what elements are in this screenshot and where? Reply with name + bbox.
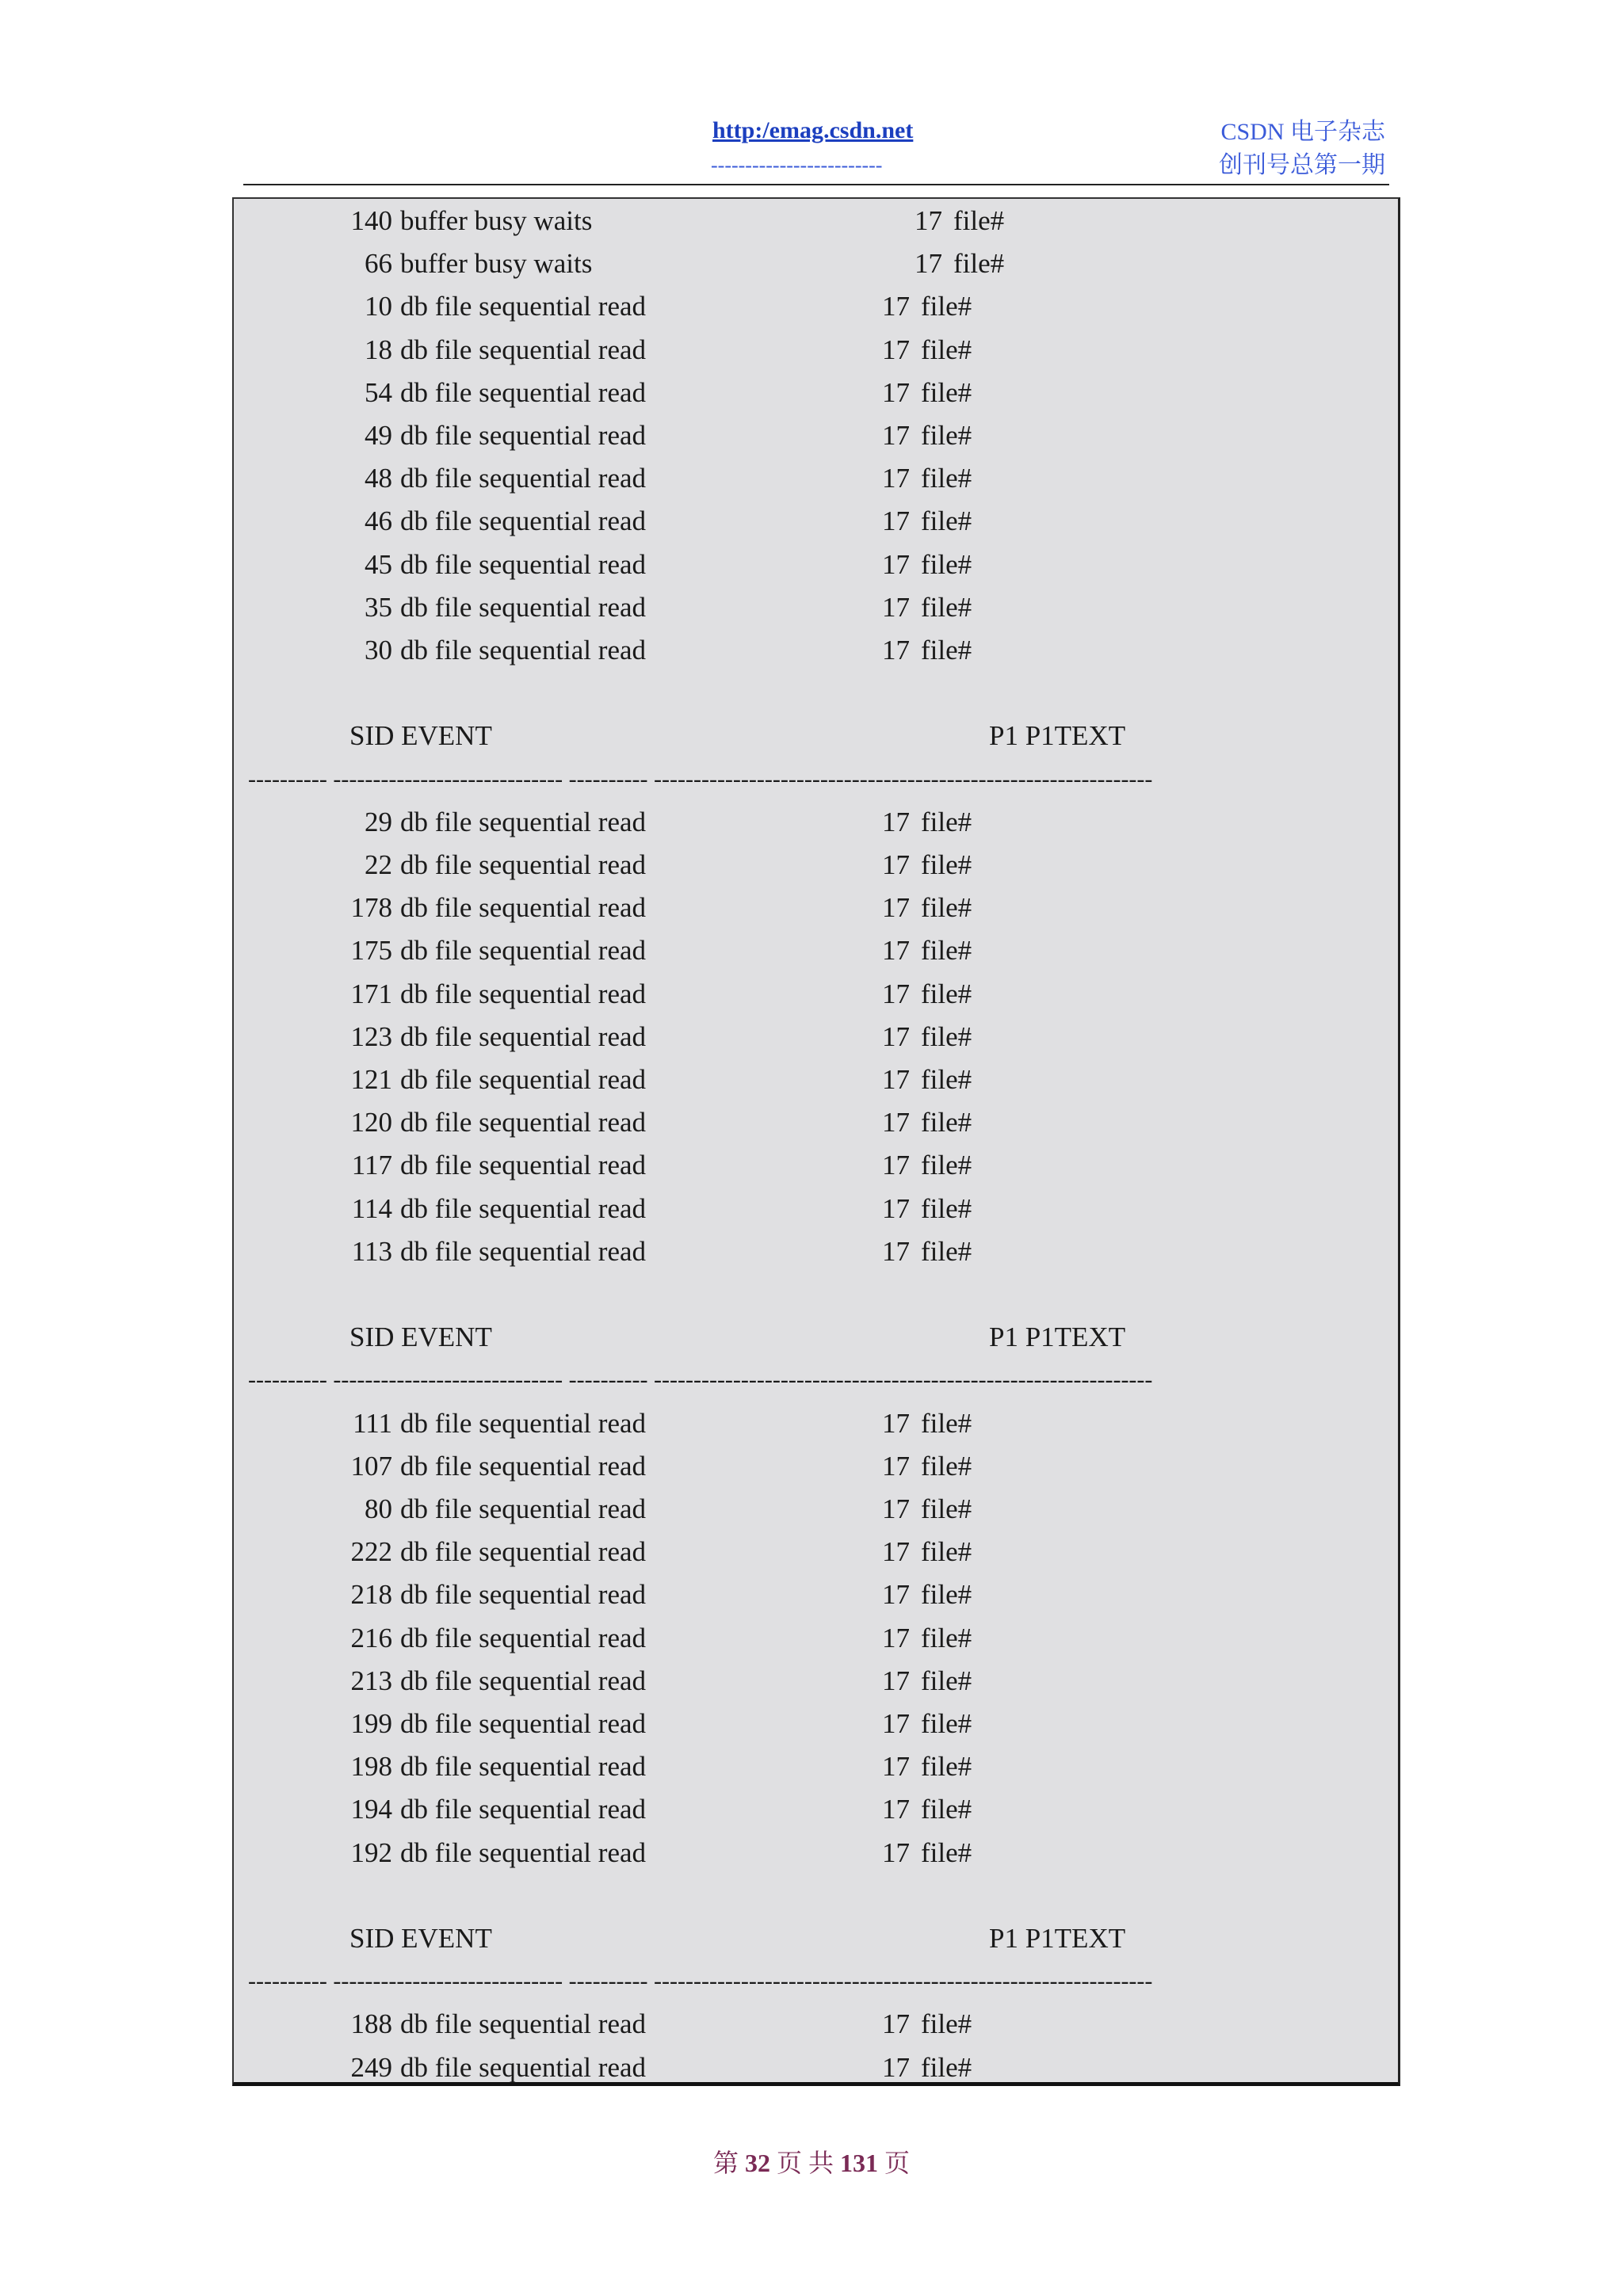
- row-p1: 17: [915, 205, 942, 236]
- magazine-name: CSDN 电子杂志: [1220, 119, 1385, 145]
- footer-suffix: 页: [884, 2149, 911, 2177]
- row-p1: 17: [882, 1665, 910, 1696]
- row-p1: 17: [882, 1020, 910, 1052]
- row-p1text: file#: [921, 1836, 972, 1868]
- row-sid: 48: [365, 463, 392, 494]
- row-event: db file sequential read: [400, 1579, 647, 1611]
- row-event: db file sequential read: [400, 1064, 647, 1095]
- row-p1: 17: [882, 1622, 910, 1653]
- row-sid: 175: [350, 935, 392, 967]
- footer-middle: 页 共: [776, 2149, 834, 2177]
- row-p1text: file#: [921, 376, 972, 408]
- footer-prefix: 第: [712, 2149, 739, 2177]
- row-p1text: file#: [921, 505, 972, 537]
- row-p1: 17: [882, 1235, 910, 1267]
- row-p1text: file#: [921, 463, 972, 494]
- row-p1: 17: [882, 2008, 910, 2040]
- row-sid: 54: [365, 376, 392, 408]
- row-p1text: file#: [921, 1020, 972, 1052]
- row-p1: 17: [882, 2051, 910, 2083]
- row-event: db file sequential read: [400, 1192, 647, 1224]
- row-sid: 111: [353, 1407, 392, 1439]
- row-p1: 17: [882, 291, 910, 322]
- row-event: buffer busy waits: [400, 248, 593, 280]
- row-sid: 49: [365, 420, 392, 451]
- row-p1: 17: [882, 591, 910, 623]
- row-sid: 188: [350, 2008, 392, 2040]
- row-p1text: file#: [921, 1064, 972, 1095]
- row-p1text: file#: [921, 1794, 972, 1825]
- row-event: db file sequential read: [400, 806, 647, 837]
- footer-page-number: 32: [744, 2149, 770, 2177]
- row-p1text: file#: [921, 1751, 972, 1783]
- row-sid: 198: [350, 1751, 392, 1783]
- row-p1text: file#: [921, 2008, 972, 2040]
- row-sid: 178: [350, 892, 392, 924]
- row-event: db file sequential read: [400, 1794, 647, 1825]
- row-p1: 17: [882, 334, 910, 365]
- row-p1text: file#: [921, 334, 972, 365]
- row-p1text: file#: [921, 635, 972, 666]
- row-p1text: file#: [921, 1493, 972, 1524]
- footer-total-pages: 131: [840, 2149, 878, 2177]
- row-sid: 114: [351, 1192, 392, 1224]
- row-p1text: file#: [953, 205, 1005, 236]
- row-p1text: file#: [921, 1192, 972, 1224]
- row-p1text: file#: [921, 849, 972, 880]
- row-p1text: file#: [921, 1407, 972, 1439]
- row-sid: 218: [350, 1579, 392, 1611]
- row-sid: 216: [350, 1622, 392, 1653]
- row-sid: 199: [350, 1708, 392, 1739]
- row-p1: 17: [882, 420, 910, 451]
- row-sid: 121: [350, 1064, 392, 1095]
- row-sid: 117: [351, 1150, 392, 1181]
- row-event: db file sequential read: [400, 334, 647, 365]
- row-p1: 17: [882, 935, 910, 967]
- row-p1text: file#: [921, 2051, 972, 2083]
- row-event: db file sequential read: [400, 1450, 647, 1482]
- row-event: db file sequential read: [400, 849, 647, 880]
- column-header-left: SID EVENT: [349, 720, 492, 752]
- row-p1: 17: [882, 1192, 910, 1224]
- row-p1: 17: [882, 1579, 910, 1611]
- row-p1: 17: [882, 548, 910, 580]
- row-p1: 17: [882, 1450, 910, 1482]
- row-p1text: file#: [921, 291, 972, 322]
- row-event: db file sequential read: [400, 892, 647, 924]
- row-event: db file sequential read: [400, 1708, 647, 1739]
- row-event: db file sequential read: [400, 1493, 647, 1524]
- row-p1: 17: [882, 806, 910, 837]
- header-url-link[interactable]: http:/emag.csdn.net: [712, 117, 914, 143]
- row-p1: 17: [882, 635, 910, 666]
- row-sid: 22: [365, 849, 392, 880]
- row-p1: 17: [882, 1493, 910, 1524]
- row-sid: 192: [350, 1836, 392, 1868]
- column-header-right: P1 P1TEXT: [989, 720, 1126, 752]
- row-sid: 66: [365, 248, 392, 280]
- row-p1text: file#: [921, 806, 972, 837]
- row-sid: 213: [350, 1665, 392, 1696]
- row-p1text: file#: [921, 1536, 972, 1568]
- column-header-right: P1 P1TEXT: [989, 1322, 1126, 1353]
- row-p1text: file#: [921, 1107, 972, 1138]
- row-sid: 194: [350, 1794, 392, 1825]
- row-p1: 17: [882, 849, 910, 880]
- row-sid: 140: [350, 205, 392, 236]
- row-p1text: file#: [953, 248, 1005, 280]
- row-p1: 17: [882, 1407, 910, 1439]
- row-p1: 17: [882, 1064, 910, 1095]
- row-p1: 17: [882, 1536, 910, 1568]
- row-event: db file sequential read: [400, 505, 647, 537]
- row-p1: 17: [882, 1150, 910, 1181]
- row-sid: 35: [365, 591, 392, 623]
- row-p1: 17: [882, 1708, 910, 1739]
- row-p1text: file#: [921, 1235, 972, 1267]
- row-p1: 17: [882, 1836, 910, 1868]
- row-event: db file sequential read: [400, 2008, 647, 2040]
- row-p1text: file#: [921, 1579, 972, 1611]
- row-p1text: file#: [921, 892, 972, 924]
- row-sid: 171: [350, 978, 392, 1009]
- row-sid: 29: [365, 806, 392, 837]
- row-event: db file sequential read: [400, 1150, 647, 1181]
- row-sid: 249: [350, 2051, 392, 2083]
- row-event: db file sequential read: [400, 463, 647, 494]
- code-listing-box: [232, 197, 1400, 2086]
- row-event: db file sequential read: [400, 935, 647, 967]
- column-separator: ---------- ----------------------------- ---------- ---------------------------------------------------------------: [248, 765, 1153, 792]
- row-p1text: file#: [921, 1150, 972, 1181]
- row-p1text: file#: [921, 1622, 972, 1653]
- row-event: db file sequential read: [400, 1836, 647, 1868]
- column-separator: ---------- ----------------------------- ---------- ---------------------------------------------------------------: [248, 1367, 1153, 1394]
- row-sid: 30: [365, 635, 392, 666]
- row-p1text: file#: [921, 1450, 972, 1482]
- row-p1: 17: [882, 1794, 910, 1825]
- row-p1: 17: [882, 463, 910, 494]
- row-event: db file sequential read: [400, 1235, 647, 1267]
- row-event: db file sequential read: [400, 1407, 647, 1439]
- column-header-left: SID EVENT: [349, 1322, 492, 1353]
- header-rule: [243, 184, 1389, 185]
- row-event: db file sequential read: [400, 1020, 647, 1052]
- row-event: db file sequential read: [400, 1622, 647, 1653]
- row-event: db file sequential read: [400, 635, 647, 666]
- row-sid: 123: [350, 1020, 392, 1052]
- row-p1: 17: [882, 1107, 910, 1138]
- row-p1text: file#: [921, 935, 972, 967]
- row-event: db file sequential read: [400, 1107, 647, 1138]
- row-p1: 17: [882, 505, 910, 537]
- row-sid: 107: [350, 1450, 392, 1482]
- row-p1text: file#: [921, 978, 972, 1009]
- magazine-issue: 创刊号总第一期: [1219, 152, 1385, 178]
- row-event: db file sequential read: [400, 291, 647, 322]
- row-sid: 80: [365, 1493, 392, 1524]
- row-p1: 17: [882, 892, 910, 924]
- row-sid: 10: [365, 291, 392, 322]
- row-event: db file sequential read: [400, 548, 647, 580]
- row-sid: 18: [365, 334, 392, 365]
- header-magazine-info: [1219, 116, 1385, 182]
- row-sid: 222: [350, 1536, 392, 1568]
- row-p1: 17: [882, 978, 910, 1009]
- page-footer: [0, 2143, 1623, 2180]
- row-event: db file sequential read: [400, 1536, 647, 1568]
- header-url-dashes: -------------------------: [711, 154, 883, 177]
- row-event: db file sequential read: [400, 591, 647, 623]
- column-separator: ---------- ----------------------------- ---------- ---------------------------------------------------------------: [248, 1968, 1153, 1995]
- row-p1: 17: [882, 376, 910, 408]
- row-p1text: file#: [921, 591, 972, 623]
- row-p1text: file#: [921, 420, 972, 451]
- row-event: db file sequential read: [400, 1665, 647, 1696]
- row-event: db file sequential read: [400, 1751, 647, 1783]
- row-event: db file sequential read: [400, 376, 647, 408]
- row-p1text: file#: [921, 1665, 972, 1696]
- row-p1text: file#: [921, 548, 972, 580]
- row-event: db file sequential read: [400, 420, 647, 451]
- column-header-left: SID EVENT: [349, 1923, 492, 1954]
- row-event: buffer busy waits: [400, 205, 593, 236]
- row-sid: 120: [350, 1107, 392, 1138]
- row-p1: 17: [882, 1751, 910, 1783]
- row-event: db file sequential read: [400, 2051, 647, 2083]
- row-sid: 45: [365, 548, 392, 580]
- row-p1text: file#: [921, 1708, 972, 1739]
- row-p1: 17: [915, 248, 942, 280]
- row-sid: 113: [351, 1235, 392, 1267]
- row-event: db file sequential read: [400, 978, 647, 1009]
- column-header-right: P1 P1TEXT: [989, 1923, 1126, 1954]
- row-sid: 46: [365, 505, 392, 537]
